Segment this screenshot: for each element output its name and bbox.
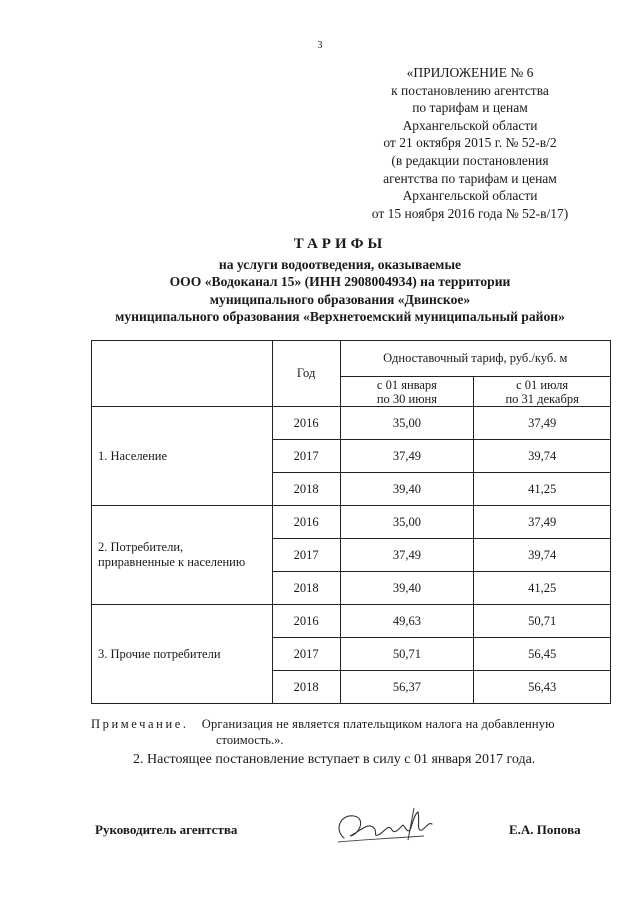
year-cell: 2016	[272, 605, 340, 638]
appendix-line: Архангельской области	[402, 117, 538, 133]
year-cell: 2017	[272, 539, 340, 572]
title-line: ООО «Водоканал 15» (ИНН 2908004934) на территории	[169, 274, 511, 290]
category-cell	[92, 407, 273, 506]
appendix-line: Архангельской области	[402, 188, 538, 204]
header-empty-cell	[92, 341, 273, 407]
tariff-cell: 56,43	[474, 671, 611, 704]
tariff-cell: 56,45	[474, 638, 611, 671]
tariff-cell: 41,25	[474, 473, 611, 506]
category-label: 3. Прочие потребители	[98, 646, 221, 661]
category-label: 2. Потребители,	[98, 540, 184, 554]
header-year: Год	[272, 341, 340, 407]
note-continuation: стоимость.».	[216, 733, 284, 747]
category-label: 1. Население	[98, 448, 168, 463]
category-cell	[92, 605, 273, 704]
tariff-cell: 37,49	[340, 539, 474, 572]
appendix-line: «ПРИЛОЖЕНИЕ № 6	[406, 65, 534, 80]
header-period-line: с 01 июля	[516, 377, 569, 392]
appendix-line: от 15 ноября 2016 года № 52-в/17)	[371, 205, 569, 221]
tariff-cell: 37,49	[474, 407, 611, 440]
header-period-first-half	[340, 377, 474, 407]
appendix-line: от 21 октября 2015 г. № 52-в/2	[383, 135, 557, 151]
note-label: Примечание.	[91, 717, 189, 731]
title-line: муниципального образования «Верхнетоемский муниципальный район»	[115, 309, 565, 325]
year-cell: 2018	[272, 572, 340, 605]
header-period-line: с 01 января	[376, 377, 437, 392]
table-header-row	[92, 341, 611, 377]
page-number: 3	[317, 40, 323, 51]
header-period-second-half	[474, 377, 611, 407]
tariff-cell: 49,63	[340, 605, 474, 638]
tariff-cell: 37,49	[340, 440, 474, 473]
year-cell: 2016	[272, 407, 340, 440]
appendix-line: по тарифам и ценам	[412, 100, 528, 116]
header-tariff: Одноставочный тариф, руб./куб. м	[340, 341, 610, 377]
tariff-cell: 39,74	[474, 539, 611, 572]
appendix-line: к постановлению агентства	[391, 82, 549, 98]
note-text: Организация не является плательщиком налога на добавленную	[201, 717, 555, 731]
note-block	[91, 716, 611, 748]
tariff-cell: 39,40	[340, 473, 474, 506]
signatory-role: Руководитель агентства	[95, 822, 238, 837]
title-line: на услуги водоотведения, оказываемые	[218, 256, 462, 272]
tariff-cell: 39,74	[474, 440, 611, 473]
note-line	[91, 716, 611, 732]
year-cell: 2017	[272, 440, 340, 473]
signatory-name: Е.А. Попова	[509, 822, 581, 837]
tariff-cell: 39,40	[340, 572, 474, 605]
year-cell: 2017	[272, 638, 340, 671]
category-label: приравненные к населению	[98, 555, 246, 569]
table-row	[92, 506, 611, 539]
tariff-cell: 35,00	[340, 407, 474, 440]
table-row	[92, 605, 611, 638]
tariff-table	[91, 340, 611, 704]
effective-clause: 2. Настоящее постановление вступает в силу с 01 января 2017 года.	[133, 752, 536, 767]
handwritten-signature	[332, 800, 442, 850]
year-cell: 2018	[272, 473, 340, 506]
header-period-line: по 30 июня	[376, 391, 437, 406]
document-title-block	[60, 236, 620, 326]
year-cell: 2018	[272, 671, 340, 704]
category-cell	[92, 506, 273, 605]
tariff-cell: 37,49	[474, 506, 611, 539]
tariff-cell: 35,00	[340, 506, 474, 539]
tariff-cell: 50,71	[340, 638, 474, 671]
table-row	[92, 407, 611, 440]
document-title: ТАРИФЫ	[293, 236, 387, 252]
tariff-cell: 56,37	[340, 671, 474, 704]
tariff-cell: 50,71	[474, 605, 611, 638]
header-period-line: по 31 декабря	[505, 391, 579, 406]
tariff-cell: 41,25	[474, 572, 611, 605]
appendix-line: агентства по тарифам и ценам	[383, 170, 557, 186]
year-cell: 2016	[272, 506, 340, 539]
title-line: муниципального образования «Двинское»	[209, 291, 471, 307]
appendix-block	[330, 64, 610, 222]
appendix-line: (в редакции постановления	[391, 152, 549, 168]
